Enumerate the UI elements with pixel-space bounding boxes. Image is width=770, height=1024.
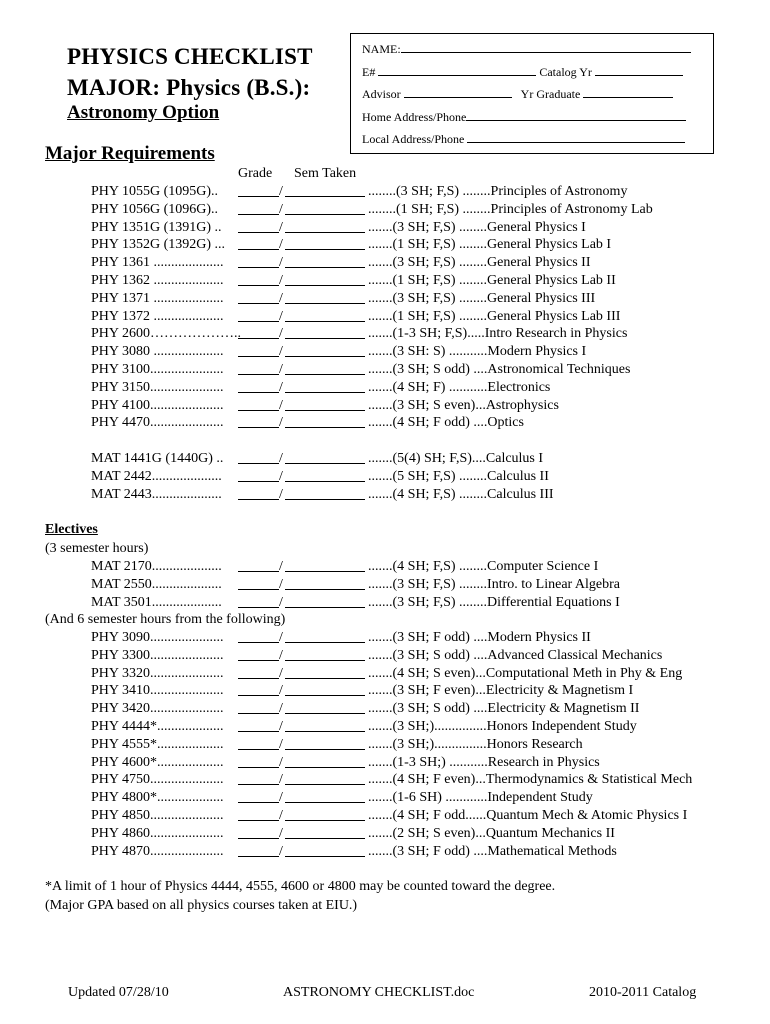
grade-blank[interactable] xyxy=(238,647,279,661)
course-code: PHY 1361 .................... xyxy=(91,255,224,271)
grade-blank[interactable] xyxy=(238,789,279,803)
course-info: .......(3 SH; F,S) ........General Physics III xyxy=(368,290,596,306)
sem-taken-blank[interactable] xyxy=(285,576,365,590)
separator-slash: / xyxy=(279,237,283,253)
separator-slash: / xyxy=(279,647,283,663)
sem-taken-blank[interactable] xyxy=(285,718,365,732)
sem-taken-blank[interactable] xyxy=(285,183,365,197)
electives-note-2: (And 6 semester hours from the following) xyxy=(45,612,286,627)
course-code: PHY 4800*................... xyxy=(91,790,224,806)
name-field[interactable] xyxy=(401,41,691,53)
sem-taken-blank[interactable] xyxy=(285,361,365,375)
grade-blank[interactable] xyxy=(238,219,279,233)
grade-blank[interactable] xyxy=(238,272,279,286)
sem-taken-blank[interactable] xyxy=(285,665,365,679)
course-code: PHY 4750..................... xyxy=(91,772,224,788)
separator-slash: / xyxy=(279,808,283,823)
course-info: .......(3 SH; S odd) ....Electricity & Magnetism II xyxy=(368,701,640,717)
home-field[interactable] xyxy=(466,109,686,121)
grade-blank[interactable] xyxy=(238,700,279,714)
gpa-note: (Major GPA based on all physics courses taken at EIU.) xyxy=(45,898,358,913)
course-info: .......(1-3 SH; F,S).....Intro Research in Physics xyxy=(368,326,628,342)
course-info: .......(4 SH; F) ...........Electronics xyxy=(368,379,551,395)
grade-blank[interactable] xyxy=(238,665,279,679)
course-code: PHY 2600……………….. xyxy=(91,326,241,342)
local-line xyxy=(362,131,685,147)
course-code: MAT 2170.................... xyxy=(91,559,222,574)
separator-slash: / xyxy=(279,451,283,466)
course-info: .......(3 SH; F,S) ........Differential Equations I xyxy=(368,594,620,610)
course-code: PHY 4860..................... xyxy=(91,825,224,841)
course-info: .......(1 SH; F,S) ........General Physics Lab III xyxy=(368,308,621,324)
grade-blank[interactable] xyxy=(238,736,279,750)
sem-taken-blank[interactable] xyxy=(285,343,365,357)
grade-blank[interactable] xyxy=(238,236,279,250)
grade-blank[interactable] xyxy=(238,397,279,411)
grade-blank[interactable] xyxy=(238,325,279,339)
catalog-yr-label: Catalog Yr xyxy=(539,65,592,79)
course-info: .......(3 SH; F,S) ........Intro. to Linear Algebra xyxy=(368,576,621,592)
course-code: PHY 3150..................... xyxy=(91,379,224,395)
name-label: NAME: xyxy=(362,42,401,56)
advisor-label: Advisor xyxy=(362,87,401,101)
course-code: PHY 4100..................... xyxy=(91,397,224,413)
grade-blank[interactable] xyxy=(238,718,279,732)
grade-blank[interactable] xyxy=(238,201,279,215)
course-code: PHY 4850..................... xyxy=(91,808,224,823)
electives-note-1: (3 semester hours) xyxy=(45,541,149,556)
course-code: PHY 1372 .................... xyxy=(91,308,224,324)
course-info: .......(3 SH; S odd) ....Advanced Classical Mechanics xyxy=(368,647,663,663)
local-label: Local Address/Phone xyxy=(362,132,465,146)
sem-taken-blank[interactable] xyxy=(285,450,365,464)
course-info: .......(4 SH; F,S) ........Computer Science I xyxy=(368,559,599,574)
separator-slash: / xyxy=(279,665,283,681)
course-info: .......(2 SH; S even)...Quantum Mechanics II xyxy=(368,825,615,841)
course-info: .......(3 SH; F odd) ....Modern Physics II xyxy=(368,630,591,645)
separator-slash: / xyxy=(279,415,283,431)
separator-slash: / xyxy=(279,344,283,360)
grade-blank[interactable] xyxy=(238,308,279,322)
sem-taken-blank[interactable] xyxy=(285,789,365,803)
course-info: .......(4 SH; F odd......Quantum Mech & Atomic Physics I xyxy=(368,808,688,823)
separator-slash: / xyxy=(279,843,283,859)
electives-heading: Electives xyxy=(45,522,98,537)
course-info: ........(1 SH; F,S) ........Principles of Astronomy Lab xyxy=(368,201,653,217)
footer-catalog: 2010-2011 Catalog xyxy=(589,985,697,1000)
course-info: .......(4 SH; F odd) ....Optics xyxy=(368,415,524,431)
sem-taken-blank[interactable] xyxy=(285,594,365,608)
sem-taken-blank[interactable] xyxy=(285,414,365,428)
course-info: .......(3 SH; S odd) ....Astronomical Techniques xyxy=(368,362,631,377)
separator-slash: / xyxy=(279,362,283,377)
course-code: PHY 4600*................... xyxy=(91,754,224,770)
grade-column-header: Grade xyxy=(238,166,273,181)
yr-graduate-label: Yr Graduate xyxy=(520,87,581,101)
sem-taken-blank[interactable] xyxy=(285,272,365,286)
separator-slash: / xyxy=(279,683,283,699)
separator-slash: / xyxy=(279,576,283,592)
separator-slash: / xyxy=(279,290,283,306)
sem-taken-blank[interactable] xyxy=(285,290,365,304)
separator-slash: / xyxy=(279,219,283,235)
course-code: PHY 1362 .................... xyxy=(91,273,224,288)
course-code: PHY 3420..................... xyxy=(91,701,224,717)
course-code: PHY 1351G (1391G) .. xyxy=(91,219,222,235)
advisor-line xyxy=(362,86,673,102)
sem-taken-blank[interactable] xyxy=(285,254,365,268)
sem-taken-blank[interactable] xyxy=(285,629,365,643)
course-info: .......(3 SH; F even)...Electricity & Magnetism I xyxy=(368,683,634,699)
sem-taken-blank[interactable] xyxy=(285,736,365,750)
sem-taken-column-header: Sem Taken xyxy=(294,166,357,181)
sem-taken-blank[interactable] xyxy=(285,325,365,339)
course-info: .......(3 SH;)...............Honors Research xyxy=(368,736,583,752)
separator-slash: / xyxy=(279,559,283,574)
sem-taken-blank[interactable] xyxy=(285,379,365,393)
home-label: Home Address/Phone xyxy=(362,110,467,124)
grade-blank[interactable] xyxy=(238,183,279,197)
course-info: .......(3 SH; F,S) ........General Physics II xyxy=(368,255,591,271)
grade-blank[interactable] xyxy=(238,825,279,839)
title-line-2: MAJOR: Physics (B.S.): xyxy=(67,75,311,100)
separator-slash: / xyxy=(279,790,283,806)
separator-slash: / xyxy=(279,308,283,324)
yr-graduate-field[interactable] xyxy=(583,86,673,98)
separator-slash: / xyxy=(279,719,283,734)
separator-slash: / xyxy=(279,397,283,413)
sem-taken-blank[interactable] xyxy=(285,468,365,482)
grade-blank[interactable] xyxy=(238,807,279,821)
grade-blank[interactable] xyxy=(238,450,279,464)
separator-slash: / xyxy=(279,594,283,610)
home-line xyxy=(362,109,686,125)
grade-blank[interactable] xyxy=(238,771,279,785)
course-code: PHY 3410..................... xyxy=(91,683,224,699)
title-line-1: PHYSICS CHECKLIST xyxy=(67,44,313,69)
course-info: .......(5(4) SH; F,S)....Calculus I xyxy=(368,451,544,466)
separator-slash: / xyxy=(279,273,283,288)
course-code: PHY 3080 .................... xyxy=(91,344,224,360)
sem-taken-blank[interactable] xyxy=(285,771,365,785)
course-info: .......(3 SH; S even)...Astrophysics xyxy=(368,397,559,413)
course-code: PHY 1056G (1096G).. xyxy=(91,201,219,217)
footer-updated: Updated 07/28/10 xyxy=(68,985,169,1000)
student-info-box xyxy=(350,33,714,154)
course-code: PHY 3320..................... xyxy=(91,665,224,681)
course-code: PHY 1352G (1392G) ... xyxy=(91,237,226,253)
separator-slash: / xyxy=(279,825,283,841)
course-code: PHY 4555*................... xyxy=(91,736,224,752)
sem-taken-blank[interactable] xyxy=(285,219,365,233)
course-code: MAT 3501.................... xyxy=(91,594,222,610)
grade-blank[interactable] xyxy=(238,343,279,357)
sem-taken-blank[interactable] xyxy=(285,754,365,768)
sem-taken-blank[interactable] xyxy=(285,201,365,215)
separator-slash: / xyxy=(279,486,283,502)
grade-blank[interactable] xyxy=(238,361,279,375)
course-code: MAT 2550.................... xyxy=(91,576,222,592)
course-code: MAT 2443.................... xyxy=(91,486,222,502)
course-code: PHY 4870..................... xyxy=(91,843,224,859)
separator-slash: / xyxy=(279,754,283,770)
separator-slash: / xyxy=(279,468,283,484)
enum-label: E# xyxy=(362,65,376,79)
sem-taken-blank[interactable] xyxy=(285,558,365,572)
separator-slash: / xyxy=(279,184,283,199)
course-info: .......(1 SH; F,S) ........General Physics Lab I xyxy=(368,237,612,253)
separator-slash: / xyxy=(279,255,283,271)
separator-slash: / xyxy=(279,630,283,645)
course-info: .......(5 SH; F,S) ........Calculus II xyxy=(368,468,549,484)
course-info: .......(3 SH: S) ...........Modern Physics I xyxy=(368,344,587,360)
grade-blank[interactable] xyxy=(238,468,279,482)
sem-taken-blank[interactable] xyxy=(285,397,365,411)
separator-slash: / xyxy=(279,736,283,752)
sem-taken-blank[interactable] xyxy=(285,486,365,500)
sem-taken-blank[interactable] xyxy=(285,825,365,839)
grade-blank[interactable] xyxy=(238,290,279,304)
separator-slash: / xyxy=(279,379,283,395)
separator-slash: / xyxy=(279,326,283,342)
course-info: .......(3 SH; F,S) ........General Physics I xyxy=(368,219,586,235)
course-code: PHY 3300..................... xyxy=(91,647,224,663)
grade-blank[interactable] xyxy=(238,576,279,590)
separator-slash: / xyxy=(279,701,283,717)
grade-blank[interactable] xyxy=(238,629,279,643)
course-code: PHY 3100..................... xyxy=(91,362,224,377)
grade-blank[interactable] xyxy=(238,754,279,768)
sem-taken-blank[interactable] xyxy=(285,807,365,821)
grade-blank[interactable] xyxy=(238,414,279,428)
course-code: PHY 1371 .................... xyxy=(91,290,224,306)
course-code: MAT 2442.................... xyxy=(91,468,222,484)
sem-taken-blank[interactable] xyxy=(285,843,365,857)
grade-blank[interactable] xyxy=(238,486,279,500)
course-code: PHY 4470..................... xyxy=(91,415,224,431)
course-code: PHY 1055G (1095G).. xyxy=(91,184,219,199)
advisor-field[interactable] xyxy=(404,86,512,98)
limit-note: *A limit of 1 hour of Physics 4444, 4555, 4600 or 4800 may be counted toward the degree. xyxy=(45,879,556,894)
course-info: .......(1 SH; F,S) ........General Physics Lab II xyxy=(368,273,616,288)
course-info: .......(3 SH;)...............Honors Independent Study xyxy=(368,719,637,734)
major-requirements-heading: Major Requirements xyxy=(45,143,215,164)
grade-blank[interactable] xyxy=(238,379,279,393)
sem-taken-blank[interactable] xyxy=(285,647,365,661)
grade-blank[interactable] xyxy=(238,843,279,857)
sem-taken-blank[interactable] xyxy=(285,308,365,322)
course-info: .......(4 SH; S even)...Computational Meth in Phy & Eng xyxy=(368,665,683,681)
enum-line xyxy=(362,64,683,80)
grade-blank[interactable] xyxy=(238,558,279,572)
course-code: MAT 1441G (1440G) .. xyxy=(91,451,224,466)
grade-blank[interactable] xyxy=(238,594,279,608)
grade-blank[interactable] xyxy=(238,682,279,696)
title-line-3: Astronomy Option xyxy=(67,102,220,123)
footer-filename: ASTRONOMY CHECKLIST.doc xyxy=(283,985,475,1000)
enum-field[interactable] xyxy=(378,64,536,76)
course-code: PHY 3090..................... xyxy=(91,630,224,645)
course-info: .......(3 SH; F odd) ....Mathematical Methods xyxy=(368,843,617,859)
catalog-yr-field[interactable] xyxy=(595,64,683,76)
local-field[interactable] xyxy=(467,131,685,143)
name-line xyxy=(362,41,691,57)
course-code: PHY 4444*................... xyxy=(91,719,224,734)
grade-blank[interactable] xyxy=(238,254,279,268)
course-info: ........(3 SH; F,S) ........Principles of Astronomy xyxy=(368,184,628,199)
separator-slash: / xyxy=(279,772,283,788)
course-info: .......(1-6 SH) ............Independent Study xyxy=(368,790,593,806)
sem-taken-blank[interactable] xyxy=(285,682,365,696)
separator-slash: / xyxy=(279,201,283,217)
sem-taken-blank[interactable] xyxy=(285,236,365,250)
course-info: .......(1-3 SH;) ...........Research in Physics xyxy=(368,754,600,770)
course-info: .......(4 SH; F even)...Thermodynamics & Statistical Mech xyxy=(368,772,693,788)
sem-taken-blank[interactable] xyxy=(285,700,365,714)
course-info: .......(4 SH; F,S) ........Calculus III xyxy=(368,486,554,502)
